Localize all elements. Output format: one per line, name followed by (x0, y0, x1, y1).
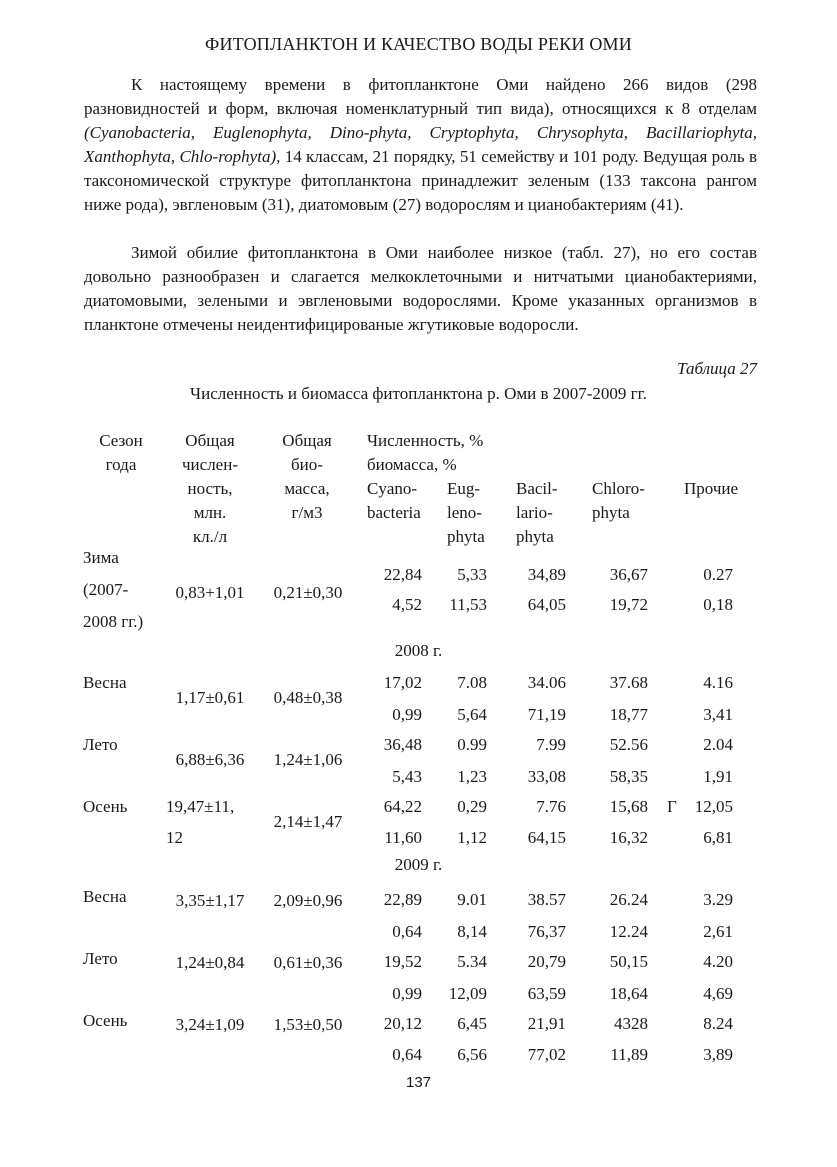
other-pct: 4.16 (703, 673, 733, 692)
cyanobacteria-pct: 0,99 (392, 984, 422, 1003)
running-header: ФИТОПЛАНКТОН И КАЧЕСТВО ВОДЫ РЕКИ ОМИ (205, 34, 632, 54)
header-euglenophyta: Eug- (447, 479, 481, 498)
abundance-value: 6,88±6,36 (175, 750, 245, 769)
paragraph-text: 14 классам, 21 порядку, 51 семейству и 101 роду. Ведущая роль в таксономической структуре фитопланктона принадлежит зеленым (133 таксона рангом ниже рода), эвгленовым (31), диатомовым (27) водорослям и цианобактериям (41). (84, 147, 757, 214)
paragraph-text: Зимой обилие фитопланктона в Оми наиболее низкое (табл. 27), но его состав довольно разнообразен и слагается мелкоклеточными и нитчатыми цианобактериями, диатомовыми, зелеными и эвгленовыми водорослями. Кроме указанных организмов в планктоне отмечены неидентифицированые жгутиковые водоросли. (84, 243, 757, 334)
bacillariophyta-pct: 34,89 (527, 565, 566, 584)
euglenophyta-pct: 1,12 (457, 828, 487, 847)
bacillariophyta-pct: 20,79 (527, 952, 566, 971)
other-pct: 0.27 (703, 565, 733, 584)
header-share: биомасса, % (367, 455, 457, 474)
bacillariophyta-pct: 71,19 (527, 705, 566, 724)
paragraph-taxonomy (84, 73, 757, 217)
cyanobacteria-pct: 36,48 (383, 735, 422, 754)
biomass-value: 0,61±0,36 (273, 953, 343, 972)
euglenophyta-pct: 5,33 (457, 565, 487, 584)
paragraph-text: К настоящему времени в фитопланктоне Оми найдено 266 видов (298 разновидностей и форм, включая номенклатурный тип вида), относящихся к 8 отделам (84, 75, 757, 118)
biomass-value: 0,21±0,30 (273, 583, 343, 602)
header-abundance: Общая (185, 431, 235, 450)
abundance-value: 1,24±0,84 (175, 953, 245, 972)
other-pct: 3,41 (703, 705, 733, 724)
cyanobacteria-pct: 0,64 (392, 922, 422, 941)
table-caption: Численность и биомасса фитопланктона р. Оми в 2007-2009 гг. (190, 384, 647, 403)
other-pct: 1,91 (703, 767, 733, 786)
bacillariophyta-pct: 76,37 (527, 922, 566, 941)
chlorophyta-pct: 15,68 (609, 797, 648, 816)
header-bacillariophyta: lario- (516, 503, 553, 522)
euglenophyta-pct: 5.34 (457, 952, 487, 971)
year-heading: 2008 г. (394, 641, 443, 660)
chlorophyta-pct: 37.68 (609, 673, 648, 692)
header-abundance: млн. (193, 503, 227, 522)
bacillariophyta-pct: 33,08 (527, 767, 566, 786)
chlorophyta-pct: 18,77 (609, 705, 648, 724)
header-abundance: числен- (182, 455, 238, 474)
abundance-value: 1,17±0,61 (175, 688, 245, 707)
page-number: 137 (405, 1074, 432, 1091)
season-label: Осень (83, 1011, 128, 1030)
abundance-value: 12 (166, 828, 183, 847)
chlorophyta-pct: 36,67 (609, 565, 648, 584)
header-other: Прочие (684, 479, 739, 498)
cyanobacteria-pct: 22,84 (383, 565, 422, 584)
biomass-value: 2,09±0,96 (273, 891, 343, 910)
header-bacillariophyta: phyta (516, 527, 554, 546)
taxa-list-italic: (Cyanobacteria, Euglenophyta, Dino-phyta, Cryptophyta, Chrysophyta, Bacillariophyta, Xanthophyta, Chlo-rophyta), (84, 123, 757, 166)
header-season: Сезон (99, 431, 143, 450)
other-pct: 3.29 (703, 890, 733, 909)
cyanobacteria-pct: 0,99 (392, 705, 422, 724)
season-label: Осень (83, 797, 128, 816)
chlorophyta-pct: 52.56 (609, 735, 648, 754)
header-chlorophyta: Chloro- (592, 479, 645, 498)
euglenophyta-pct: 8,14 (457, 922, 487, 941)
header-cyano: Cyano- (367, 479, 418, 498)
other-pct: 2,61 (703, 922, 733, 941)
cyanobacteria-pct: 22,89 (383, 890, 422, 909)
euglenophyta-pct: 0,29 (457, 797, 487, 816)
season-label: (2007- (83, 580, 129, 599)
chlorophyta-pct: 4328 (614, 1014, 648, 1033)
header-euglenophyta: phyta (447, 527, 485, 546)
bacillariophyta-pct: 63,59 (527, 984, 566, 1003)
euglenophyta-pct: 6,56 (457, 1045, 487, 1064)
abundance-value: 3,35±1,17 (175, 891, 245, 910)
bacillariophyta-pct: 34.06 (527, 673, 566, 692)
biomass-value: 0,48±0,38 (273, 688, 343, 707)
cyanobacteria-pct: 17,02 (383, 673, 422, 692)
year-heading: 2009 г. (394, 855, 443, 874)
header-abundance: кл./л (192, 527, 228, 546)
season-label: Лето (83, 735, 118, 754)
cyanobacteria-pct: 20,12 (383, 1014, 422, 1033)
other-pct: 3,89 (703, 1045, 733, 1064)
euglenophyta-pct: 12,09 (448, 984, 487, 1003)
other-pct: 4.20 (703, 952, 733, 971)
abundance-value: 3,24±1,09 (175, 1015, 245, 1034)
bacillariophyta-pct: 38.57 (527, 890, 566, 909)
euglenophyta-pct: 1,23 (457, 767, 487, 786)
header-biomass: био- (291, 455, 323, 474)
cyanobacteria-pct: 11,60 (384, 828, 422, 847)
season-label: 2008 гг.) (83, 612, 144, 631)
chlorophyta-pct: 19,72 (609, 595, 648, 614)
cyanobacteria-pct: 64,22 (383, 797, 422, 816)
chlorophyta-pct: 58,35 (609, 767, 648, 786)
bacillariophyta-pct: 7.99 (536, 735, 566, 754)
season-label: Весна (83, 887, 127, 906)
bacillariophyta-pct: 7.76 (536, 797, 566, 816)
bacillariophyta-pct: 64,05 (527, 595, 566, 614)
chlorophyta-pct: 50,15 (609, 952, 648, 971)
season-label: Зима (83, 548, 119, 567)
abundance-value: 19,47±11, (166, 797, 235, 816)
other-pct: 4,69 (703, 984, 733, 1003)
biomass-value: 1,24±1,06 (273, 750, 343, 769)
chlorophyta-pct: 12.24 (609, 922, 648, 941)
biomass-value: 2,14±1,47 (273, 812, 343, 831)
other-pct: 8.24 (703, 1014, 733, 1033)
chlorophyta-pct: 16,32 (609, 828, 648, 847)
euglenophyta-pct: 11,53 (449, 595, 487, 614)
header-biomass: г/м3 (291, 503, 323, 522)
header-biomass: масса, (284, 479, 330, 498)
bacillariophyta-pct: 64,15 (527, 828, 566, 847)
cyanobacteria-pct: 5,43 (392, 767, 422, 786)
header-chlorophyta: phyta (592, 503, 630, 522)
other-pct: 2.04 (703, 735, 733, 754)
header-abundance: ность, (187, 479, 233, 498)
euglenophyta-pct: 7.08 (457, 673, 487, 692)
header-season: года (105, 455, 137, 474)
other-pct: 12,05 (694, 797, 733, 816)
euglenophyta-pct: 5,64 (457, 705, 487, 724)
header-biomass: Общая (282, 431, 332, 450)
chlorophyta-pct: 11,89 (610, 1045, 648, 1064)
table-number: Таблица 27 (677, 359, 757, 378)
other-pct: 6,81 (703, 828, 733, 847)
cyanobacteria-pct: 19,52 (383, 952, 422, 971)
bacillariophyta-pct: 21,91 (527, 1014, 566, 1033)
abundance-value: 0,83+1,01 (175, 583, 245, 602)
bacillariophyta-pct: 77,02 (527, 1045, 566, 1064)
header-euglenophyta: leno- (447, 503, 482, 522)
cyanobacteria-pct: 0,64 (392, 1045, 422, 1064)
season-label: Лето (83, 949, 118, 968)
season-label: Весна (83, 673, 127, 692)
chlorophyta-pct: 18,64 (609, 984, 648, 1003)
euglenophyta-pct: 0.99 (457, 735, 487, 754)
header-bacillariophyta: Bacil- (516, 479, 558, 498)
header-cyano: bacteria (367, 503, 421, 522)
euglenophyta-pct: 9.01 (457, 890, 487, 909)
biomass-value: 1,53±0,50 (273, 1015, 343, 1034)
header-share: Численность, % (367, 431, 484, 450)
paragraph-winter (84, 241, 757, 337)
euglenophyta-pct: 6,45 (457, 1014, 487, 1033)
chlorophyta-pct: 26.24 (609, 890, 648, 909)
cyanobacteria-pct: 4,52 (392, 595, 422, 614)
other-pct: 0,18 (703, 595, 733, 614)
stray-mark: Г (667, 797, 677, 816)
